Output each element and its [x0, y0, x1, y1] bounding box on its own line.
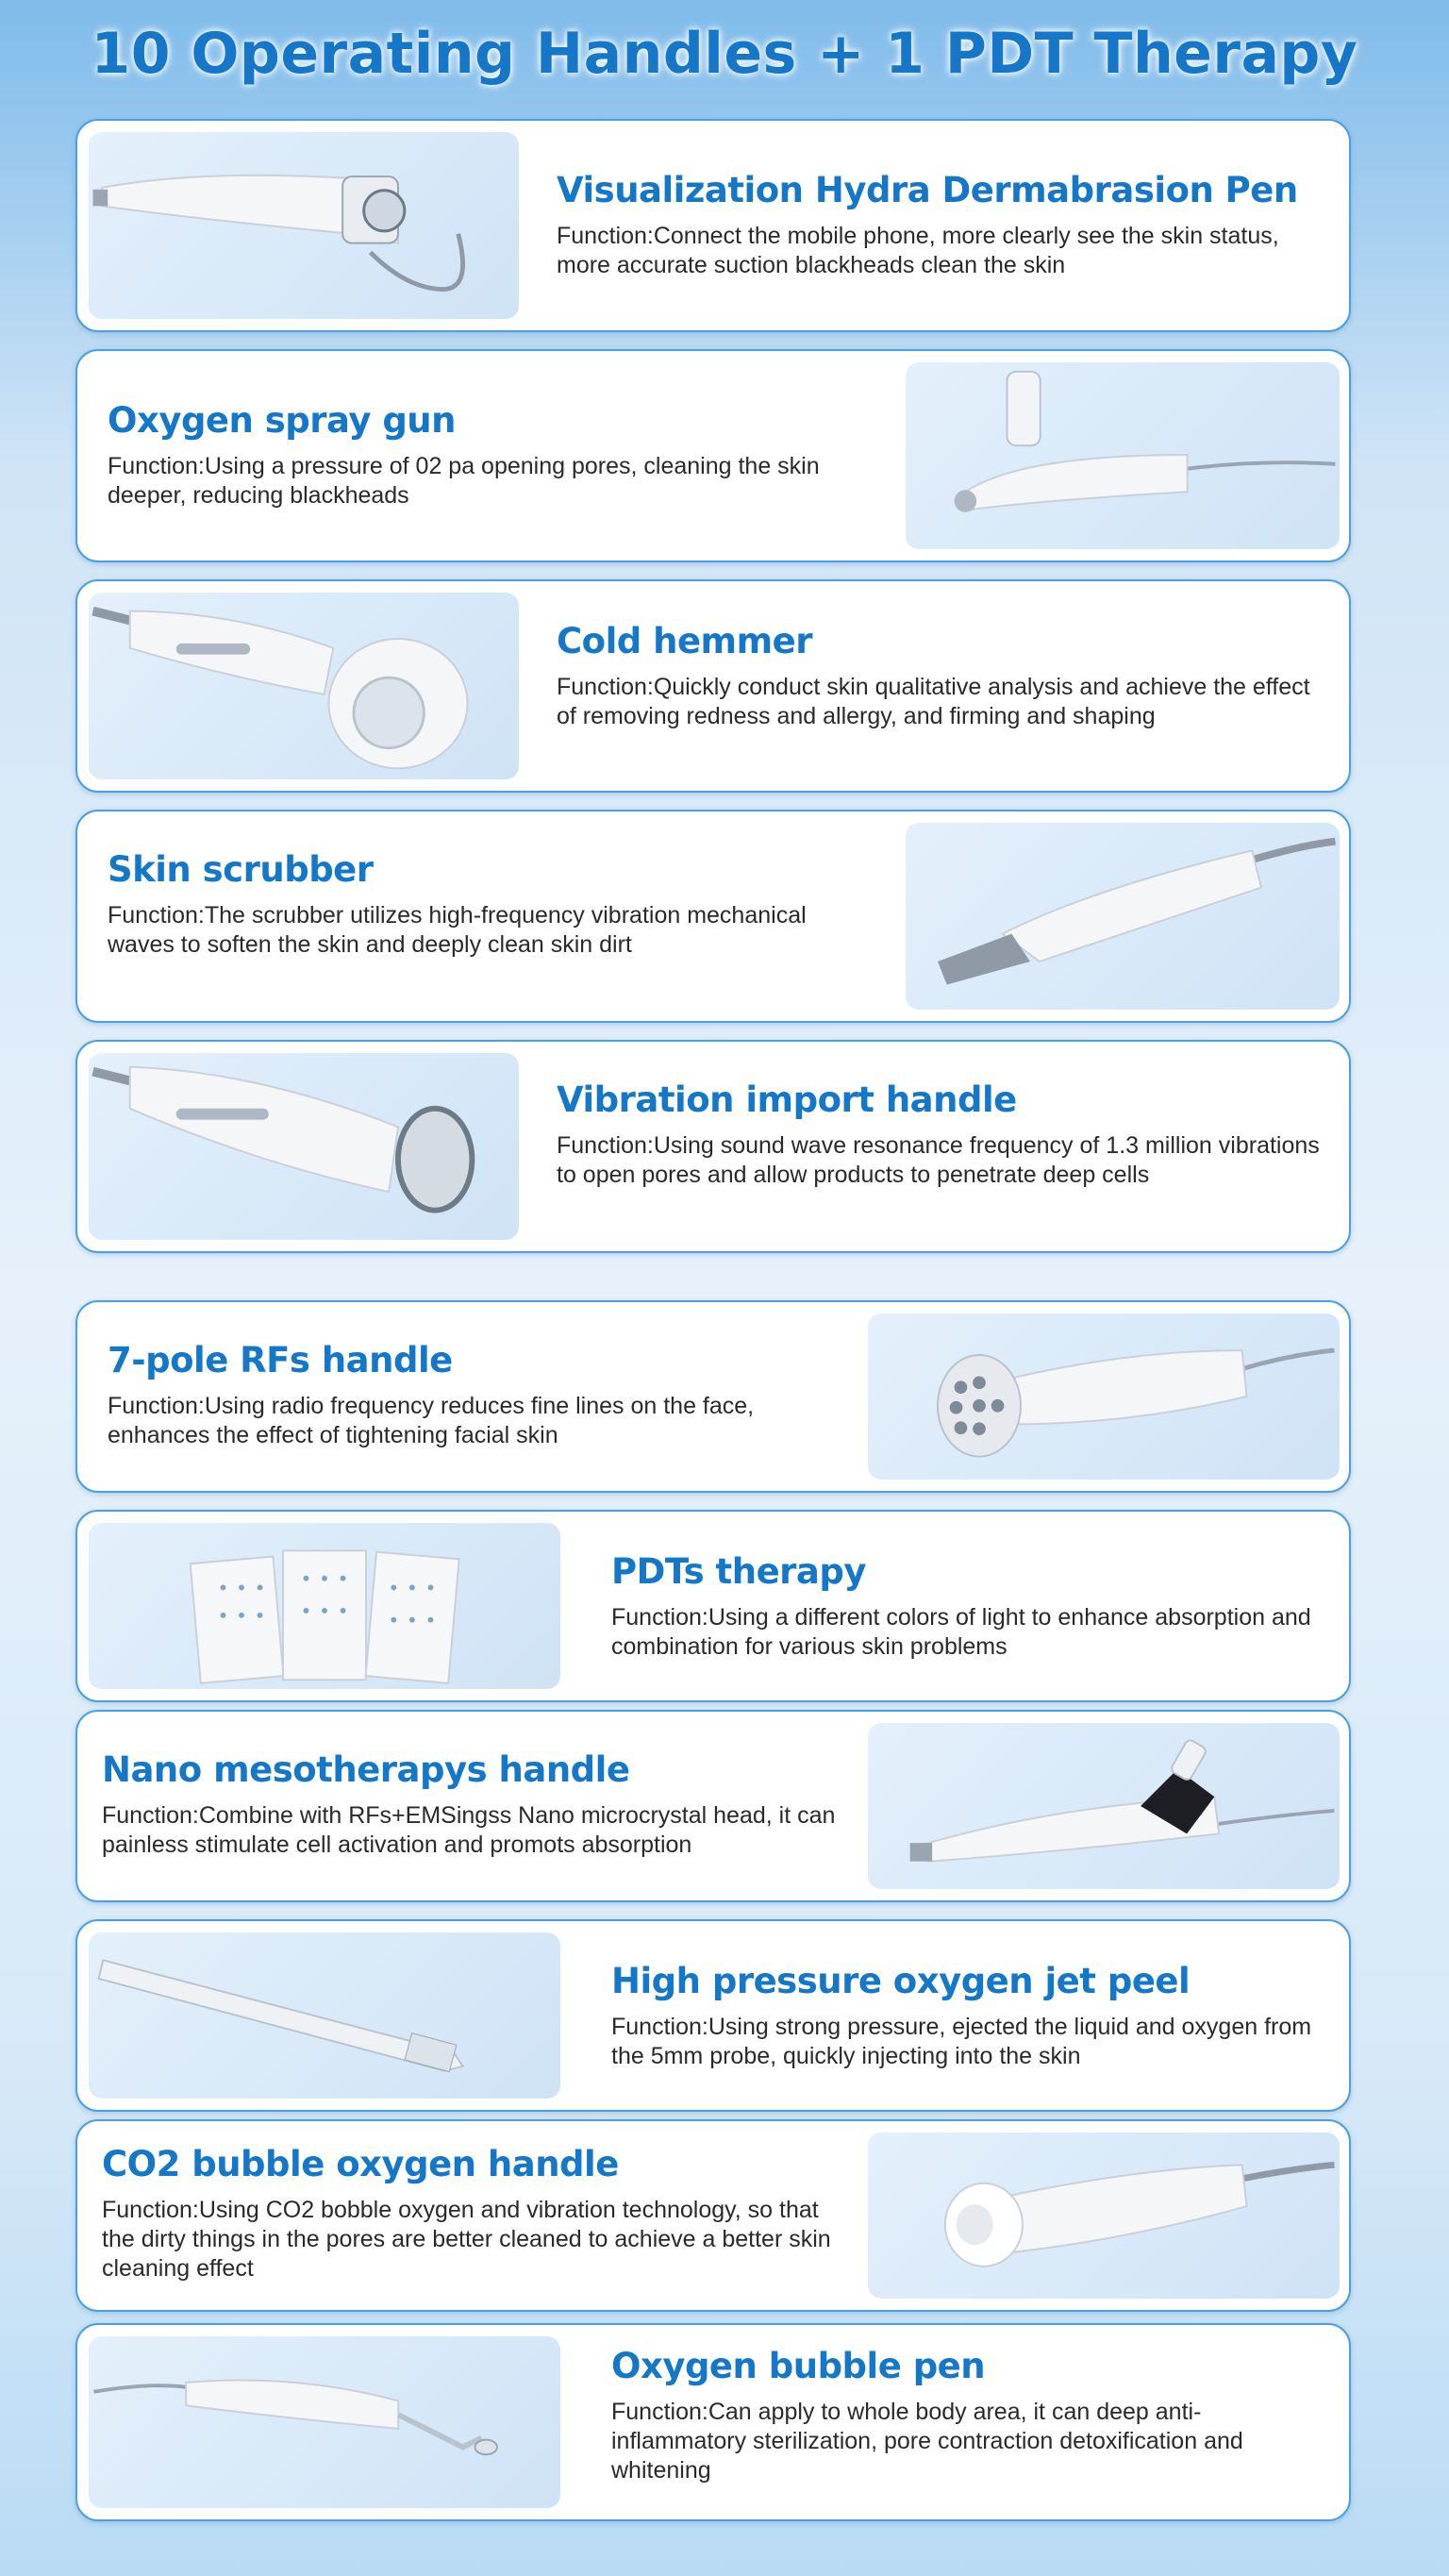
oxygen-jet-peel-icon	[89, 1932, 560, 2099]
handle-description: Function:Using a different colors of light to enhance absorption and combination for various skin problems	[611, 1604, 1311, 1660]
page-title: 10 Operating Handles + 1 PDT Therapy	[91, 21, 1358, 87]
handle-title: High pressure oxygen jet peel	[611, 1961, 1191, 2001]
vibration-handle-icon	[89, 1053, 519, 1240]
rf-handle-icon	[868, 1313, 1340, 1480]
handle-title: 7-pole RFs handle	[108, 1340, 453, 1380]
handle-description: Function:The scrubber utilizes high-frequency vibration mechanical waves to soften the skin and deeply clean skin dirt	[108, 902, 807, 958]
nano-meso-handle-icon	[868, 1723, 1340, 1889]
handle-description: Function:Using strong pressure, ejected the liquid and oxygen from the 5mm probe, quickly injecting into the skin	[611, 2014, 1312, 2069]
handle-title: PDTs therapy	[611, 1551, 867, 1592]
handle-description: Function:Combine with RFs+EMSingss Nano microcrystal head, it can painless stimulate cell activation and promots absorption	[102, 1802, 836, 1858]
handle-title: Vibration import handle	[557, 1079, 1017, 1120]
handle-title: Oxygen spray gun	[108, 400, 456, 441]
handle-description: Function:Using radio frequency reduces fine lines on the face, enhances the effect of tightening facial skin	[108, 1393, 755, 1448]
oxygen-spray-gun-icon	[906, 362, 1340, 549]
oxygen-jet-peel-image	[89, 1932, 560, 2099]
handle-card-1	[75, 119, 1351, 332]
handle-card-3	[75, 579, 1351, 793]
handle-title: Visualization Hydra Dermabrasion Pen	[557, 170, 1298, 210]
co2-bubble-handle-icon	[868, 2133, 1340, 2299]
oxygen-spray-gun-image	[906, 362, 1340, 549]
cold-hammer-icon	[89, 593, 519, 779]
handle-title: Skin scrubber	[108, 849, 374, 890]
handle-description: Function:Quickly conduct skin qualitative analysis and achieve the effect of removing redness and allergy, and firming and shaping	[557, 674, 1310, 729]
handle-card-11	[75, 2323, 1351, 2521]
rf-handle-image	[868, 1313, 1340, 1480]
hydra-pen-icon	[89, 132, 519, 319]
skin-scrubber-icon	[906, 823, 1340, 1010]
handle-card-4	[75, 810, 1351, 1023]
handle-card-6	[75, 1300, 1351, 1493]
handle-description: Function:Using sound wave resonance frequency of 1.3 million vibrations to open pores and allow products to penetrate deep cells	[557, 1132, 1320, 1188]
handle-card-5	[75, 1040, 1351, 1253]
oxygen-bubble-pen-image	[89, 2336, 560, 2508]
handle-title: Nano mesotherapys handle	[102, 1749, 630, 1790]
handle-title: CO2 bubble oxygen handle	[102, 2144, 619, 2184]
handle-description: Function:Can apply to whole body area, it can deep anti-inflammatory sterilization, pore contraction detoxification and whitening	[611, 2399, 1243, 2484]
handle-card-10	[75, 2119, 1351, 2312]
hydra-pen-image	[89, 132, 519, 319]
handle-card-8	[75, 1710, 1351, 1902]
pdt-panels-image	[89, 1523, 560, 1689]
handle-description: Function:Connect the mobile phone, more clearly see the skin status, more accurate suction blackheads clean the skin	[557, 223, 1279, 278]
handle-description: Function:Using CO2 bobble oxygen and vibration technology, so that the dirty things in the pores are better cleaned to achieve a better skin cleaning effect	[102, 2197, 831, 2282]
co2-bubble-handle-image	[868, 2133, 1340, 2299]
handle-card-7	[75, 1510, 1351, 1702]
handle-title: Oxygen bubble pen	[611, 2346, 986, 2386]
handle-card-2	[75, 349, 1351, 562]
pdt-panels-icon	[89, 1523, 560, 1689]
cold-hammer-image	[89, 593, 519, 779]
skin-scrubber-image	[906, 823, 1340, 1010]
handle-title: Cold hemmer	[557, 621, 813, 661]
nano-meso-handle-image	[868, 1723, 1340, 1889]
handle-description: Function:Using a pressure of 02 pa opening pores, cleaning the skin deeper, reducing blackheads	[108, 453, 820, 509]
handle-card-9	[75, 1919, 1351, 2112]
vibration-handle-image	[89, 1053, 519, 1240]
oxygen-bubble-pen-icon	[89, 2336, 560, 2508]
